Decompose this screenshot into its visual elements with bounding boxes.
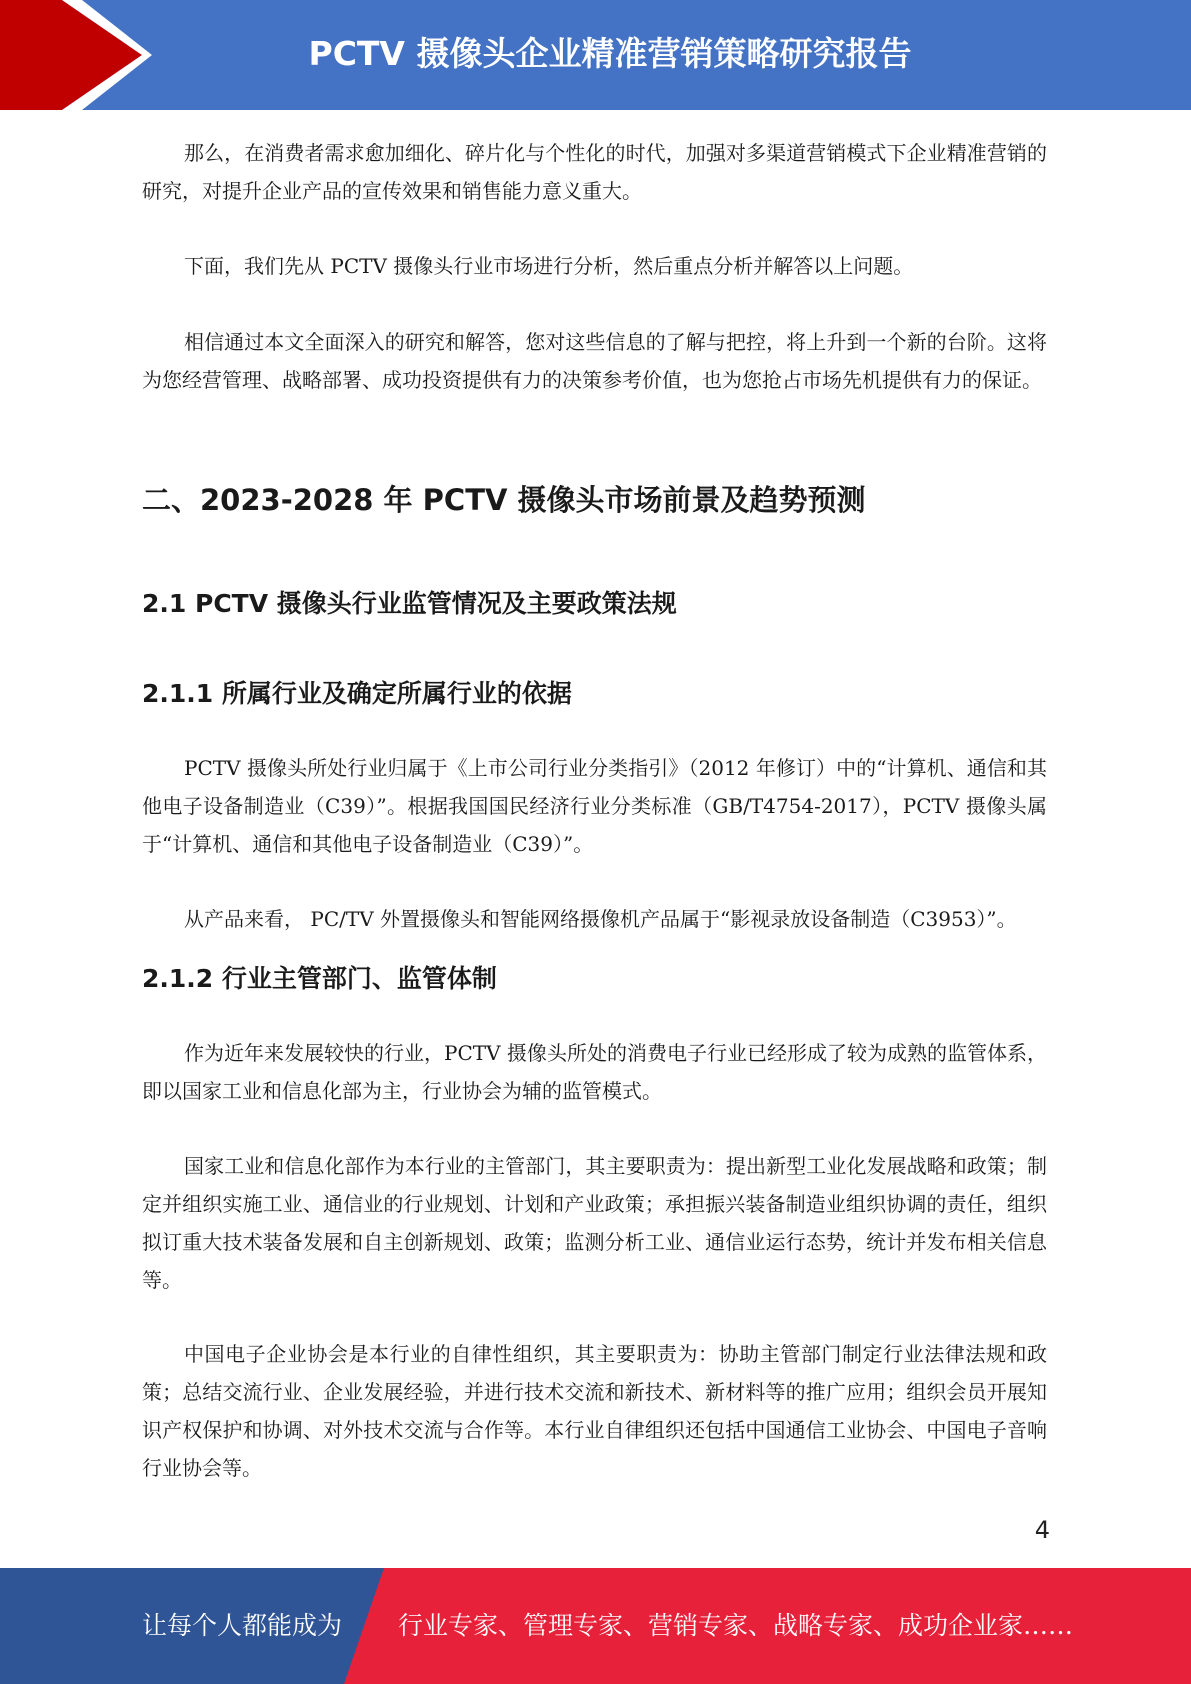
subsubsection-heading: 2.1.2 行业主管部门、监管体制 [142,964,497,993]
body-paragraph: 中国电子企业协会是本行业的自律性组织，其主要职责为：协助主管部门制定行业法律法规和政策；总结交流行业、企业发展经验，并进行技术交流和新技术、新材料等的推广应用；组织会员开展知识产权保护和协调、对外技术交流与合作等。本行业自律组织还包括中国通信工业协会、中国电子音响行业协会等。 [142,1342,1047,1480]
footer-slogan-left: 让每个人都能成为 [142,1611,343,1640]
page-header [0,0,1191,110]
body-paragraph: 从产品来看， PC/TV 外置摄像头和智能网络摄像机产品属于“影视录放设备制造（C3953）”。 [184,907,1017,931]
footer-slogan-right: 行业专家、管理专家、营销专家、战略专家、成功企业家…… [398,1611,1074,1640]
body-paragraph: 作为近年来发展较快的行业，PCTV 摄像头所处的消费电子行业已经形成了较为成熟的监管体系，即以国家工业和信息化部为主，行业协会为辅的监管模式。 [142,1041,1047,1103]
section-heading: 二、2023-2028 年 PCTV 摄像头市场前景及趋势预测 [142,483,866,517]
body-paragraph: 相信通过本文全面深入的研究和解答，您对这些信息的了解与把控，将上升到一个新的台阶。这将为您经营管理、战略部署、成功投资提供有力的决策参考价值，也为您抢占市场先机提供有力的保证。 [142,330,1047,392]
subsubsection-heading: 2.1.1 所属行业及确定所属行业的依据 [142,679,572,708]
body-paragraph: PCTV 摄像头所处行业归属于《上市公司行业分类指引》（2012 年修订）中的“计算机、通信和其他电子设备制造业（C39）”。根据我国国民经济行业分类标准（GB/T4754-2017），PCTV 摄像头属于“计算机、通信和其他电子设备制造业（C39）”。 [142,756,1047,856]
body-paragraph: 下面，我们先从 PCTV 摄像头行业市场进行分析，然后重点分析并解答以上问题。 [184,254,914,278]
body-paragraph: 国家工业和信息化部作为本行业的主管部门，其主要职责为：提出新型工业化发展战略和政策；制定并组织实施工业、通信业的行业规划、计划和产业政策；承担振兴装备制造业组织协调的责任，组织拟订重大技术装备发展和自主创新规划、政策；监测分析工业、通信业运行态势，统计并发布相关信息等。 [142,1154,1047,1292]
body-paragraph: 那么，在消费者需求愈加细化、碎片化与个性化的时代，加强对多渠道营销模式下企业精准营销的研究，对提升企业产品的宣传效果和销售能力意义重大。 [142,141,1047,203]
subsection-heading: 2.1 PCTV 摄像头行业监管情况及主要政策法规 [142,589,677,618]
page-footer [0,1568,1191,1684]
page-number: 4 [1034,1516,1050,1544]
header-title: PCTV 摄像头企业精准营销策略研究报告 [308,34,912,73]
